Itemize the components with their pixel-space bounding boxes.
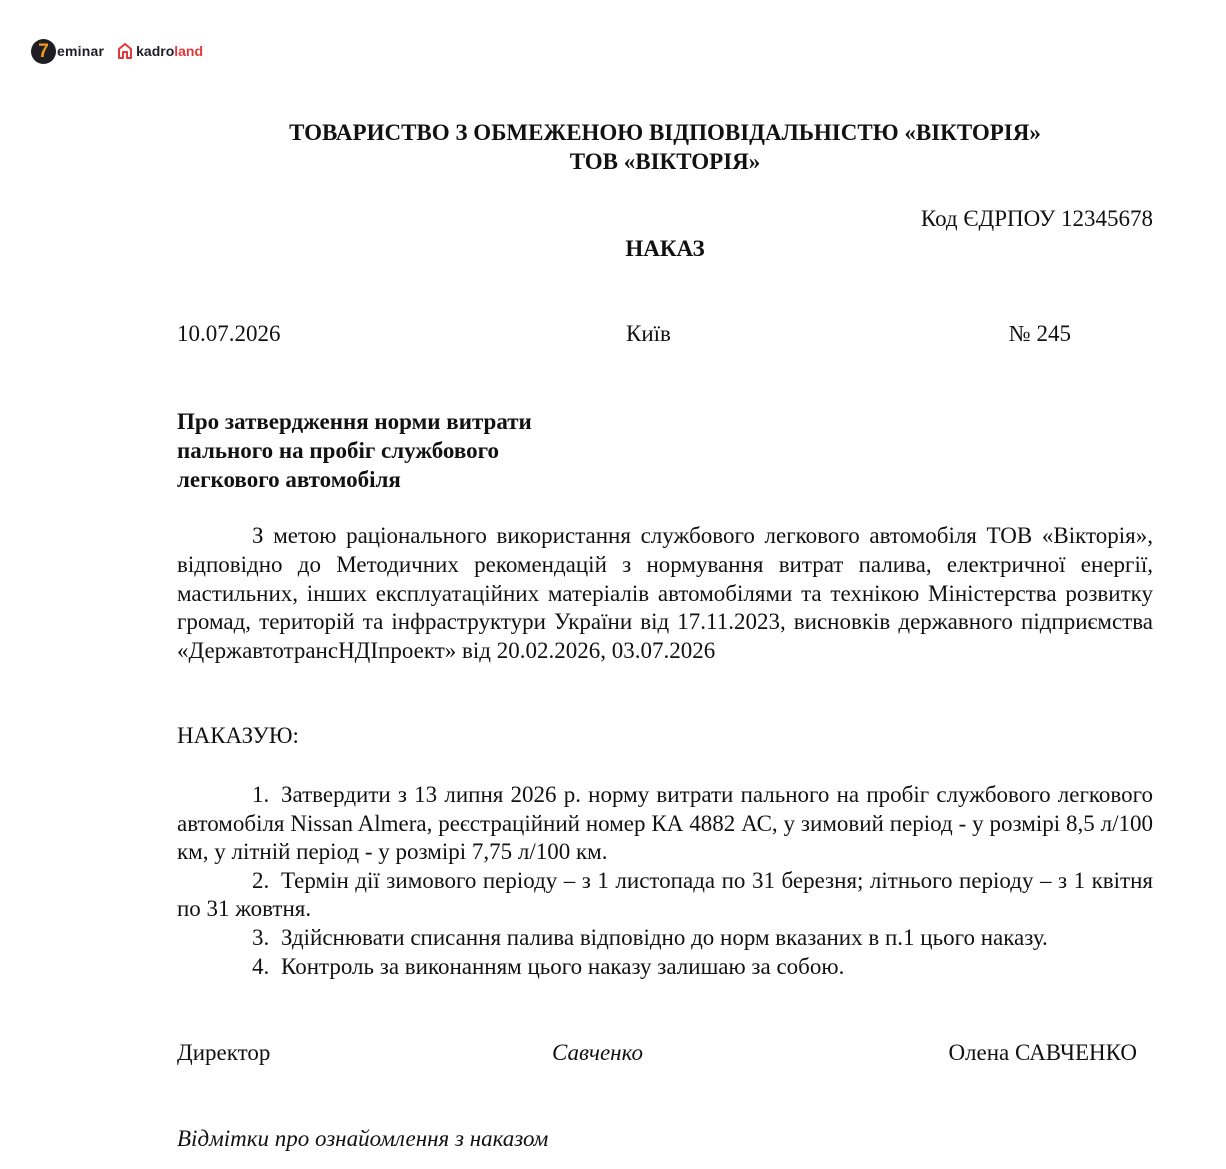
order-item-text: Затвердити з 13 липня 2026 р. норму витрати пального на пробіг службового легкового автомобіля Nissan Almera, реєстраційний номер КА 4882 АС, у зимовий період - у розмірі 8,5 л/100 км, у літній період - у розмірі 7,75 л/100 км. [177, 782, 1153, 865]
kadroland-logo-main: kadro [136, 43, 175, 59]
order-preamble: З метою раціонального використання службового легкового автомобіля ТОВ «Вікторія», відповідно до Методичних рекомендацій з нормування витрат палива, електричної енергії, мастильних, інших експлуатаційних матеріалів автомобілями та технікою Міністерства розвитку громад, територій та інфраструктури України від 17.11.2023, висновків державного підприємства «ДержавтотрансНДІпроект» від 20.02.2026, 03.07.2026 [177, 523, 1153, 664]
order-item-text: Термін дії зимового періоду – з 1 листопада по 31 березня; літнього періоду – з 1 квітня по 31 жовтня. [177, 867, 1153, 922]
seminar-badge-icon: 7 [31, 39, 56, 64]
order-item [177, 924, 1153, 953]
subject-line: пального на пробіг службового [177, 438, 499, 463]
order-item-number: 1. [252, 782, 270, 807]
order-items [177, 781, 1153, 981]
order-date: 10.07.2026 [177, 321, 281, 346]
signatory-name: Олена САВЧЕНКО [948, 1040, 1137, 1065]
signatory-position: Директор [177, 1040, 271, 1065]
order-city: Київ [626, 321, 671, 346]
document-title: НАКАЗ [625, 236, 705, 261]
seminar-logo [31, 39, 104, 64]
subject-line: Про затвердження норми витрати [177, 409, 532, 434]
org-short-name: ТОВ «ВІКТОРІЯ» [569, 149, 761, 174]
order-item-number: 4. [252, 953, 270, 979]
order-item-text: Контроль за виконанням цього наказу залишаю за собою. [281, 953, 845, 979]
order-number: № 245 [1008, 321, 1071, 346]
order-subject [177, 407, 532, 494]
kadroland-house-icon [116, 42, 134, 60]
subject-line: легкового автомобіля [177, 467, 401, 492]
edrpou-code: Код ЄДРПОУ 12345678 [920, 206, 1153, 231]
order-item [177, 781, 1153, 867]
org-full-name: ТОВАРИСТВО З ОБМЕЖЕНОЮ ВІДПОВІДАЛЬНІСТЮ «ВІКТОРІЯ» [289, 120, 1041, 145]
seminar-logo-text: eminar [57, 43, 105, 59]
acknowledgement-note: Відмітки про ознайомлення з наказом [177, 1126, 549, 1151]
order-item-number: 2. [252, 867, 270, 893]
document-page [177, 0, 1153, 1169]
signature: Савченко [552, 1040, 643, 1065]
order-item-number: 3. [252, 924, 270, 950]
order-item [177, 867, 1153, 924]
order-directive-word: НАКАЗУЮ: [177, 723, 299, 748]
kadroland-logo-accent: land [174, 43, 204, 59]
order-item [177, 953, 1153, 982]
order-item-text: Здійснювати списання палива відповідно до норм вказаних в п.1 цього наказу. [281, 924, 1048, 950]
